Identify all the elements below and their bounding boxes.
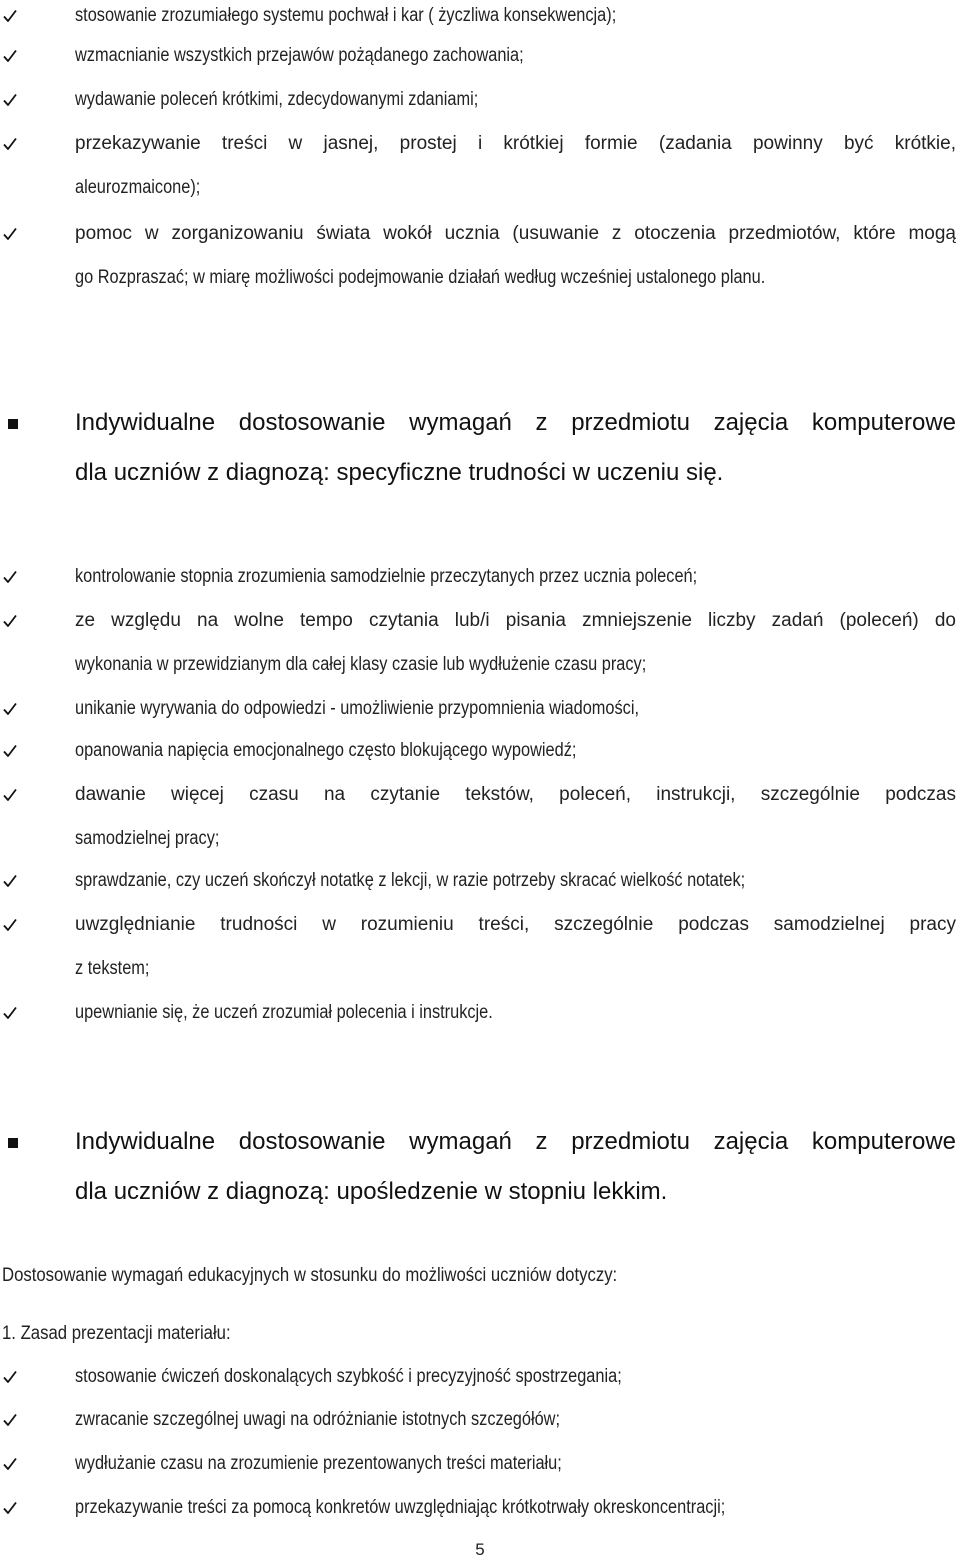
list-item-text: upewnianie się, że uczeń zrozumiał polecenia i instrukcje. bbox=[75, 1002, 493, 1023]
heading-line-1: Indywidualne dostosowanie wymagań z przedmiotu zajęcia komputerowe bbox=[75, 1128, 956, 1155]
list-item-text: wzmacnianie wszystkich przejawów pożądanego zachowania; bbox=[75, 45, 524, 66]
checkmark-icon bbox=[2, 48, 18, 64]
list-item-text: opanowania napięcia emocjonalnego często blokującego wypowiedź; bbox=[75, 740, 577, 761]
list-item-text: go Rozpraszać; w miarę możliwości podejmowanie działań według wcześniej ustalonego planu. bbox=[75, 267, 766, 288]
list-item-text: aleurozmaicone); bbox=[75, 177, 201, 198]
page-number: 5 bbox=[475, 1540, 485, 1559]
list-item-text: unikanie wyrywania do odpowiedzi - umożliwienie przypomnienia wiadomości, bbox=[75, 698, 640, 719]
list-item-text: wykonania w przewidzianym dla całej klasy czasie lub wydłużenie czasu pracy; bbox=[75, 654, 647, 675]
list-item-text: zwracanie szczególnej uwagi na odróżnianie istotnych szczegółów; bbox=[75, 1409, 561, 1430]
list-item-text: ze względu na wolne tempo czytania lub/i pisania zmniejszenie liczby zadań (poleceń) do bbox=[75, 610, 956, 631]
checkmark-icon bbox=[2, 701, 18, 717]
list-item-text: stosowanie ćwiczeń doskonalących szybkość i precyzyjność spostrzegania; bbox=[75, 1366, 622, 1387]
list-item-text: stosowanie zrozumiałego systemu pochwał i kar ( życzliwa konsekwencja); bbox=[75, 5, 617, 26]
heading-line-2: dla uczniów z diagnozą: specyficzne trudności w uczeniu się. bbox=[75, 459, 724, 486]
checkmark-icon bbox=[2, 136, 18, 152]
checkmark-icon bbox=[2, 873, 18, 889]
checkmark-icon bbox=[2, 1456, 18, 1472]
heading-line-1: Indywidualne dostosowanie wymagań z przedmiotu zajęcia komputerowe bbox=[75, 409, 956, 436]
heading-line-2: dla uczniów z diagnozą: upośledzenie w stopniu lekkim. bbox=[75, 1178, 668, 1205]
checkmark-icon bbox=[2, 613, 18, 629]
square-bullet-icon bbox=[8, 1138, 18, 1148]
checkmark-icon bbox=[2, 8, 18, 24]
list-item-text: kontrolowanie stopnia zrozumienia samodzielnie przeczytanych przez ucznia poleceń; bbox=[75, 566, 698, 587]
checkmark-icon bbox=[2, 92, 18, 108]
list-item-text: wydłużanie czasu na zrozumienie prezentowanych treści materiału; bbox=[75, 1453, 562, 1474]
list-item-text: pomoc w zorganizowaniu świata wokół ucznia (usuwanie z otoczenia przedmiotów, które mogą bbox=[75, 223, 956, 244]
list-item-text: przekazywanie treści za pomocą konkretów uwzględniając krótkotrwały okreskoncentracji; bbox=[75, 1497, 726, 1518]
checkmark-icon bbox=[2, 569, 18, 585]
checkmark-icon bbox=[2, 743, 18, 759]
list-item-text: sprawdzanie, czy uczeń skończył notatkę z lekcji, w razie potrzeby skracać wielkość notatek; bbox=[75, 870, 746, 891]
checkmark-icon bbox=[2, 1412, 18, 1428]
section-subheading: 1. Zasad prezentacji materiału: bbox=[2, 1323, 231, 1344]
checkmark-icon bbox=[2, 226, 18, 242]
square-bullet-icon bbox=[8, 419, 18, 429]
checkmark-icon bbox=[2, 917, 18, 933]
list-item-text: dawanie więcej czasu na czytanie tekstów, poleceń, instrukcji, szczególnie podczas bbox=[75, 784, 956, 805]
list-item-text: uwzględnianie trudności w rozumieniu treści, szczególnie podczas samodzielnej pracy bbox=[75, 914, 956, 935]
checkmark-icon bbox=[2, 1369, 18, 1385]
checkmark-icon bbox=[2, 787, 18, 803]
checkmark-icon bbox=[2, 1005, 18, 1021]
list-item-text: przekazywanie treści w jasnej, prostej i krótkiej formie (zadania powinny być krótkie, bbox=[75, 133, 956, 154]
list-item-text: z tekstem; bbox=[75, 958, 150, 979]
list-item-text: samodzielnej pracy; bbox=[75, 828, 220, 849]
intro-paragraph: Dostosowanie wymagań edukacyjnych w stosunku do możliwości uczniów dotyczy: bbox=[2, 1265, 618, 1286]
checkmark-icon bbox=[2, 1500, 18, 1516]
list-item-text: wydawanie poleceń krótkimi, zdecydowanymi zdaniami; bbox=[75, 89, 479, 110]
